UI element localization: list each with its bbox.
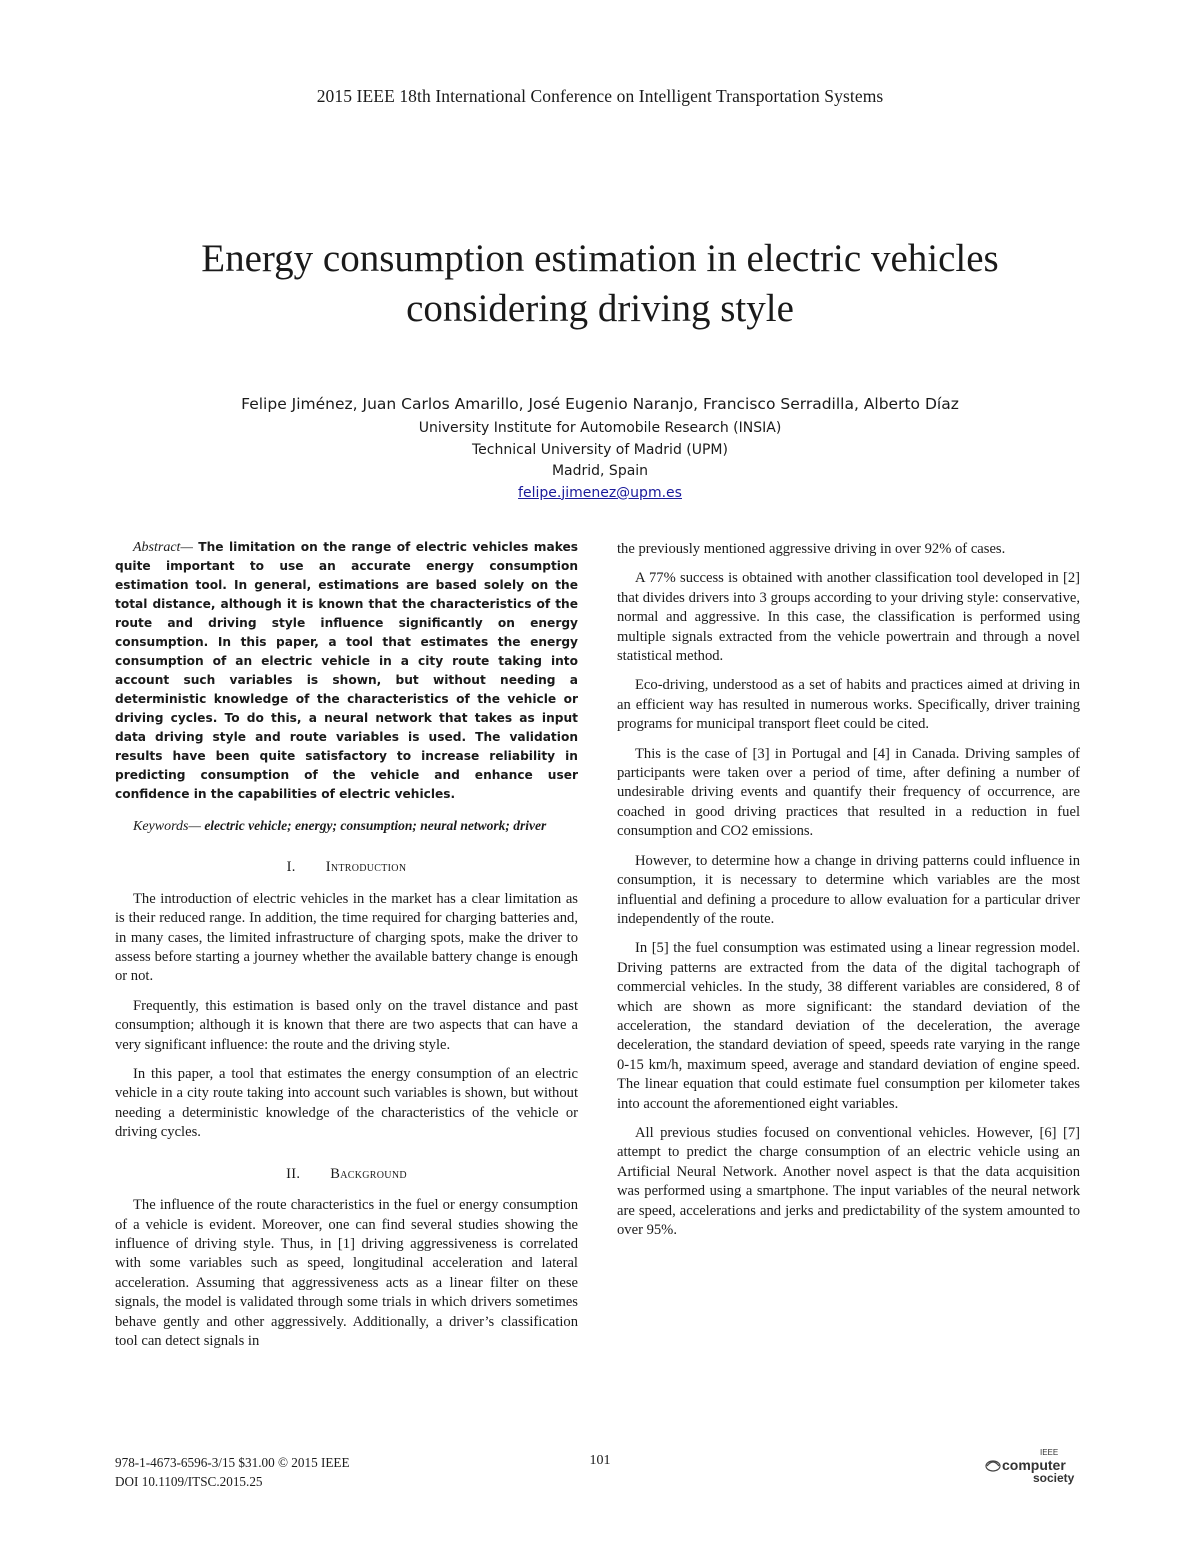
title-line-1: Energy consumption estimation in electric vehicles bbox=[201, 237, 999, 280]
author-list: Felipe Jiménez, Juan Carlos Amarillo, José Eugenio Naranjo, Francisco Serradilla, Alberto Díaz bbox=[241, 395, 959, 413]
affiliation-institute: University Institute for Automobile Research (INSIA) bbox=[418, 420, 782, 436]
author-email-link[interactable]: felipe.jimenez@upm.es bbox=[518, 484, 682, 501]
logo-text-society: society bbox=[1033, 1471, 1075, 1485]
section-title: Introduction bbox=[325, 859, 407, 876]
section-heading-background bbox=[115, 1165, 578, 1184]
section-number: I. bbox=[286, 859, 296, 876]
paragraph: the previously mentioned aggressive driving in over 92% of cases. bbox=[617, 541, 1006, 557]
keywords bbox=[115, 816, 578, 836]
paper-title bbox=[100, 234, 1100, 334]
affiliation-university: Technical University of Madrid (UPM) bbox=[472, 441, 728, 458]
right-column bbox=[617, 540, 1080, 1250]
authors-block bbox=[100, 393, 1100, 504]
paragraph: Eco-driving, understood as a set of habits and practices aimed at driving in an efficient way has resulted in numerous works. Specifically, driver training programs for municipal transport fleet could be cited. bbox=[617, 677, 1080, 733]
abstract-text: The limitation on the range of electric vehicles makes quite important to use an accurate energy consumption estimation tool. In general, estimations are based solely on the total distance, although it is known that the characteristics of the route and driving style influence significantly on energy consumption. In this paper, a tool that estimates the energy consumption of an electric vehicle in a city route taking into account such variables is shown, but without needing a deterministic knowledge of the characteristics of the vehicle or driving cycles. To do this, a neural network that takes as input data driving style and route variables is used. The validation results have been quite satisfactory to increase reliability in predicting consumption of the vehicle and enhance user confidence in the capabilities of electric vehicles. bbox=[115, 540, 578, 801]
paragraph: In [5] the fuel consumption was estimated using a linear regression model. Driving patterns are extracted from the data of the digital tachograph of commercial vehicles. In the study, 38 different variables are considered, 8 of which are shown as more significant: the standard deviation of the acceleration, the standard deviation of the deceleration, the average deceleration, the standard deviation of speed, speeds rate varying in the range 0-15 km/h, maximum speed, average and standard deviation of engine speed. The linear equation that could estimate fuel consumption per kilometer takes into account the aforementioned eight variables. bbox=[617, 940, 1080, 1112]
paragraph: A 77% success is obtained with another classification tool developed in [2] that divides drivers into 3 groups according to your driving style: conservative, normal and aggressive. In this case, the classification is performed using multiple signals extracted from the vehicle powertrain and through a novel statistical method. bbox=[617, 570, 1080, 665]
paragraph: Frequently, this estimation is based only on the travel distance and past consumption; although it is known that there are two aspects that can have a very significant influence: the route and the driving style. bbox=[115, 997, 578, 1053]
abstract-label: Abstract— bbox=[133, 540, 193, 555]
affiliation-location: Madrid, Spain bbox=[551, 463, 649, 479]
paragraph: All previous studies focused on conventional vehicles. However, [6] [7] attempt to predict the charge consumption of an electric vehicle using an Artificial Neural Network. Another novel aspect is that the data acquisition was performed using a smartphone. The input variables of the neural network are speed, accelerations and jerks and predictability of the system amounted to over 95%. bbox=[617, 1124, 1080, 1238]
paragraph: This is the case of [3] in Portugal and [4] in Canada. Driving samples of participants were taken over a period of time, after defining a number of undesirable driving events and quantify their frequency of occurrence, are coached in good driving practices that resulted in a reduction in fuel consumption and CO2 emissions. bbox=[617, 745, 1080, 840]
paragraph: The influence of the route characteristics in the fuel or energy consumption of a vehicle is evident. Moreover, one can find several studies showing the influence of driving style. Thus, in [1] driving aggressiveness is correlated with some variables such as speed, longitudinal acceleration and lateral acceleration. Assuming that aggressiveness acts as a linear filter on these signals, the model is validated through some trials in which drivers sometimes behave gently and other aggressively. Additionally, a driver’s classification tool can detect signals in bbox=[115, 1197, 578, 1349]
doi-text: DOI 10.1109/ITSC.2015.25 bbox=[115, 1474, 263, 1489]
ieee-computer-society-logo bbox=[983, 1446, 1093, 1486]
isbn-text: 978-1-4673-6596-3/15 $31.00 © 2015 IEEE bbox=[115, 1455, 350, 1470]
abstract bbox=[115, 538, 578, 804]
title-line-2: considering driving style bbox=[406, 287, 794, 330]
section-number: II. bbox=[286, 1165, 301, 1182]
keywords-label: Keywords— bbox=[133, 819, 201, 834]
left-column bbox=[115, 538, 578, 1361]
section-heading-introduction bbox=[115, 858, 578, 877]
page-number: 101 bbox=[589, 1453, 611, 1468]
conference-header: 2015 IEEE 18th International Conference on Intelligent Transportation Systems bbox=[316, 86, 884, 106]
logo-text-computer: computer bbox=[1002, 1457, 1066, 1473]
paragraph: However, to determine how a change in driving patterns could influence in consumption, it is necessary to determine which variables are the most influential and defining a procedure to allow evaluation for a particular driver independently of the route. bbox=[617, 852, 1080, 927]
logo-text-ieee: IEEE bbox=[1040, 1448, 1059, 1457]
paragraph: In this paper, a tool that estimates the energy consumption of an electric vehicle in a city route taking into account such variables is shown, but without needing a deterministic knowledge of the characteristics of the vehicle or driving cycles. bbox=[115, 1066, 578, 1141]
section-title: Background bbox=[330, 1165, 407, 1182]
keywords-text: electric vehicle; energy; consumption; neural network; driver bbox=[200, 818, 547, 833]
paragraph: The introduction of electric vehicles in the market has a clear limitation as is their reduced range. In addition, the time required for charging batteries and, in many cases, the limited infrastructure of charging spots, make the driver to assess before starting a journey whether the available battery change is enough or not. bbox=[115, 890, 578, 985]
